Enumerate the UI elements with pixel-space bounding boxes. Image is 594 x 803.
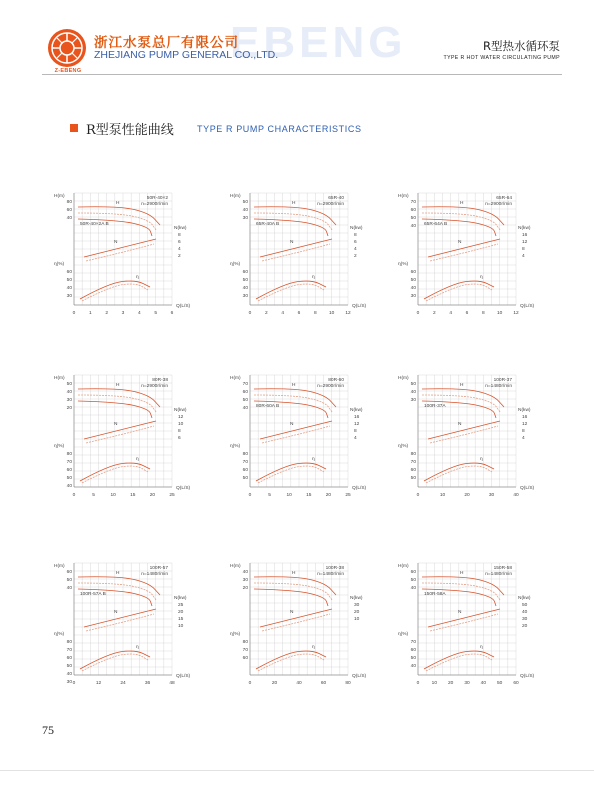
n-tick-label: 12: [178, 415, 184, 420]
x-tick-label: 0: [248, 311, 252, 316]
h-tick-label: 50: [410, 382, 416, 387]
n-tick-label: 10: [178, 422, 184, 427]
h-tick-label: 50: [242, 200, 248, 205]
efficiency-curve-label: η: [136, 645, 139, 650]
x-tick-label: 80: [345, 681, 351, 686]
x-tick-label: 10: [496, 311, 503, 316]
x-tick-label: 36: [144, 681, 151, 686]
x-tick-label: 2: [264, 311, 268, 316]
n-tick-label: 50: [522, 603, 528, 608]
x-tick-label: 0: [416, 493, 420, 498]
eta-tick-label: 80: [242, 640, 248, 645]
eta-tick-label: 60: [242, 270, 248, 275]
eta-tick-label: 50: [66, 278, 72, 283]
efficiency-curve-label: η: [312, 457, 315, 462]
eta-tick-label: 80: [242, 452, 248, 457]
h-tick-label: 40: [242, 208, 248, 213]
h-tick-label: 40: [410, 224, 416, 229]
eta-axis-title: η(%): [54, 444, 65, 449]
n-tick-label: 8: [178, 429, 181, 434]
model-label: 100R-37: [493, 378, 512, 383]
watermark-text: EBENG: [230, 18, 407, 67]
n-tick-label: 8: [354, 233, 357, 238]
n-axis-title: N(kw): [518, 226, 531, 231]
q-axis-title: Q(L/S): [176, 674, 191, 679]
x-tick-label: 0: [72, 311, 76, 316]
h-tick-label: 70: [410, 200, 416, 205]
x-tick-label: 20: [447, 681, 454, 686]
q-axis-title: Q(L/S): [520, 674, 535, 679]
eta-tick-label: 60: [242, 468, 248, 473]
h-axis-title: H(m): [398, 194, 409, 199]
pump-chart-svg: [228, 183, 378, 328]
model-variant-label: 65R-64A B: [424, 222, 448, 227]
x-tick-label: 4: [137, 311, 141, 316]
x-tick-label: 20: [271, 681, 278, 686]
eta-tick-label: 50: [410, 476, 416, 481]
h-tick-label: 40: [242, 406, 248, 411]
n-tick-label: 10: [178, 624, 184, 629]
x-tick-label: 40: [296, 681, 302, 686]
n-tick-label: 25: [178, 603, 184, 608]
x-tick-label: 10: [439, 493, 446, 498]
eta-tick-label: 70: [242, 460, 248, 465]
q-axis-title: Q(L/S): [176, 304, 191, 309]
model-variant-label: 65R-40A B: [256, 222, 280, 227]
eta-tick-label: 40: [410, 664, 416, 669]
x-tick-label: 30: [488, 493, 495, 498]
eta-tick-label: 70: [410, 460, 416, 465]
n-tick-label: 4: [354, 247, 357, 252]
model-label: 80R-60: [328, 378, 344, 383]
pump-chart: [52, 365, 202, 510]
power-curve: [428, 239, 500, 257]
h-tick-label: 40: [242, 570, 248, 575]
eta-tick-label: 40: [410, 286, 416, 291]
n-tick-label: 4: [178, 247, 181, 252]
h-tick-label: 60: [66, 570, 72, 575]
model-label: n=2900r/min: [317, 202, 344, 207]
x-tick-label: 60: [320, 681, 327, 686]
model-label: n=2900r/min: [141, 384, 168, 389]
head-curve-label: H: [116, 201, 120, 206]
eta-tick-label: 50: [66, 476, 72, 481]
eta-tick-label: 80: [66, 452, 72, 457]
power-curve-label: N: [458, 610, 462, 615]
n-tick-label: 12: [354, 422, 360, 427]
eta-tick-label: 70: [66, 460, 72, 465]
x-tick-label: 0: [248, 493, 252, 498]
eta-tick-label: 50: [410, 278, 416, 283]
x-tick-label: 10: [286, 493, 292, 498]
model-label: n=1480r/min: [141, 572, 168, 577]
x-tick-label: 6: [297, 311, 301, 316]
power-curve: [428, 609, 500, 627]
x-tick-label: 15: [306, 493, 312, 498]
power-curve-label: N: [114, 240, 118, 245]
model-label: n=1480r/min: [485, 572, 512, 577]
efficiency-curve-label: η: [480, 457, 483, 462]
eta-tick-label: 70: [66, 648, 72, 653]
product-title-cn: R型热水循环泵: [483, 39, 560, 53]
h-tick-label: 50: [410, 216, 416, 221]
x-tick-label: 12: [345, 311, 351, 316]
h-axis-title: H(m): [398, 564, 409, 569]
head-curve-label: H: [460, 201, 464, 206]
power-curve-label: N: [458, 422, 462, 427]
pump-chart-svg: [396, 365, 546, 510]
n-axis-title: N(kw): [350, 408, 363, 413]
pump-chart-svg: [52, 365, 202, 510]
efficiency-curve-label: η: [136, 457, 139, 462]
n-tick-label: 8: [178, 233, 181, 238]
n-tick-label: 20: [522, 624, 528, 629]
power-curve: [84, 609, 156, 627]
x-tick-label: 6: [170, 311, 174, 316]
h-tick-label: 40: [410, 390, 416, 395]
eta-tick-label: 30: [410, 294, 416, 299]
x-tick-label: 24: [120, 681, 126, 686]
eta-tick-label: 30: [66, 294, 72, 299]
n-tick-label: 15: [178, 617, 184, 622]
pump-chart-svg: [52, 553, 202, 698]
h-tick-label: 20: [242, 586, 248, 591]
pump-emblem-icon: [48, 29, 86, 67]
power-curve: [260, 421, 332, 439]
model-label: n=2900r/min: [485, 202, 512, 207]
x-tick-label: 3: [121, 311, 125, 316]
x-tick-label: 40: [513, 493, 519, 498]
n-axis-title: N(kw): [174, 226, 187, 231]
eta-tick-label: 60: [410, 648, 416, 653]
x-tick-label: 40: [480, 681, 487, 686]
x-tick-label: 25: [169, 493, 175, 498]
x-tick-label: 50: [496, 681, 503, 686]
q-axis-title: Q(L/S): [520, 304, 535, 309]
eta-tick-label: 70: [410, 640, 416, 645]
x-tick-label: 10: [110, 493, 116, 498]
n-tick-label: 2: [354, 254, 357, 259]
efficiency-curve-label: η: [312, 645, 315, 650]
x-tick-label: 2: [105, 311, 109, 316]
pump-chart: [228, 365, 378, 510]
pump-chart: [228, 553, 378, 698]
x-tick-label: 1: [88, 311, 92, 316]
power-curve-label: N: [290, 422, 294, 427]
model-variant-label: 100R-57A B: [80, 592, 106, 597]
n-tick-label: 4: [522, 436, 525, 441]
pump-chart: [228, 183, 378, 328]
h-tick-label: 50: [66, 578, 72, 583]
x-tick-label: 0: [416, 311, 420, 316]
eta-axis-title: η(%): [230, 444, 241, 449]
q-axis-title: Q(L/S): [352, 486, 367, 491]
power-curve-label: N: [114, 610, 118, 615]
pump-chart-svg: [228, 365, 378, 510]
power-curve-a: [86, 244, 154, 261]
eta-tick-label: 40: [66, 672, 72, 677]
eta-tick-label: 60: [66, 468, 72, 473]
power-curve-a: [262, 244, 330, 261]
eta-axis-title: η(%): [230, 632, 241, 637]
x-tick-label: 5: [92, 493, 95, 498]
n-tick-label: 6: [178, 436, 181, 441]
pump-chart: [396, 553, 546, 698]
n-tick-label: 30: [354, 603, 360, 608]
n-tick-label: 2: [178, 254, 181, 259]
model-label: 65R-40: [328, 196, 344, 201]
model-label: 50R-40×2: [146, 196, 168, 201]
x-tick-label: 2: [432, 311, 436, 316]
h-axis-title: H(m): [230, 376, 241, 381]
n-tick-label: 16: [522, 233, 528, 238]
n-axis-title: N(kw): [350, 226, 363, 231]
eta-tick-label: 30: [66, 680, 72, 685]
n-tick-label: 8: [522, 247, 525, 252]
q-axis-title: Q(L/S): [176, 486, 191, 491]
model-label: n=1480r/min: [317, 572, 344, 577]
power-curve-a: [262, 614, 330, 631]
n-tick-label: 20: [354, 610, 360, 615]
x-tick-label: 0: [72, 493, 76, 498]
h-tick-label: 60: [410, 570, 416, 575]
head-curve-label: H: [116, 571, 120, 576]
h-tick-label: 30: [242, 216, 248, 221]
h-tick-label: 30: [66, 398, 72, 403]
head-curve-label: H: [292, 383, 296, 388]
n-tick-label: 10: [354, 617, 360, 622]
n-axis-title: N(kw): [350, 596, 363, 601]
model-variant-label: 50R-40×2A B: [80, 222, 109, 227]
pump-chart-svg: [396, 183, 546, 328]
h-tick-label: 40: [410, 586, 416, 591]
h-tick-label: 40: [66, 216, 72, 221]
model-variant-label: 150R-58A: [424, 592, 446, 597]
model-variant-label: 100R-37A: [424, 404, 446, 409]
power-curve-a: [430, 244, 498, 261]
eta-axis-title: η(%): [398, 632, 409, 637]
x-tick-label: 4: [449, 311, 453, 316]
head-curve-a: [78, 395, 156, 412]
product-title-en: TYPE R HOT WATER CIRCULATING PUMP: [443, 55, 560, 61]
q-axis-title: Q(L/S): [352, 674, 367, 679]
model-label: 65R-64: [496, 196, 512, 201]
section-title-en: TYPE R PUMP CHARACTERISTICS: [197, 124, 362, 134]
model-label: 100R-57: [149, 566, 168, 571]
eta-tick-label: 50: [66, 664, 72, 669]
n-tick-label: 8: [522, 429, 525, 434]
x-tick-label: 20: [325, 493, 332, 498]
n-axis-title: N(kw): [518, 596, 531, 601]
model-label: 100R-38: [325, 566, 344, 571]
power-curve-a: [430, 614, 498, 631]
n-tick-label: 4: [354, 436, 357, 441]
h-tick-label: 60: [410, 208, 416, 213]
x-tick-label: 8: [481, 311, 485, 316]
pump-chart: [396, 183, 546, 328]
x-tick-label: 0: [416, 681, 420, 686]
pump-chart-svg: [52, 183, 202, 328]
x-tick-label: 10: [328, 311, 335, 316]
head-curve-label: H: [292, 571, 296, 576]
x-tick-label: 20: [464, 493, 470, 498]
power-curve-label: N: [114, 422, 118, 427]
x-tick-label: 20: [149, 493, 156, 498]
power-curve: [260, 609, 332, 627]
eta-axis-title: η(%): [230, 262, 241, 267]
eta-tick-label: 40: [242, 286, 248, 291]
eta-axis-title: η(%): [54, 632, 65, 637]
efficiency-curve-label: η: [480, 275, 483, 280]
h-tick-label: 60: [66, 208, 72, 213]
head-curve-label: H: [460, 383, 464, 388]
eta-tick-label: 30: [242, 294, 248, 299]
h-axis-title: H(m): [54, 194, 65, 199]
power-curve-a: [430, 426, 498, 443]
power-curve: [84, 421, 156, 439]
eta-axis-title: η(%): [54, 262, 65, 267]
eta-tick-label: 80: [66, 640, 72, 645]
x-tick-label: 25: [345, 493, 351, 498]
company-name-cn: 浙江水泵总厂有限公司: [94, 35, 239, 51]
power-curve-label: N: [290, 610, 294, 615]
power-curve-label: N: [458, 240, 462, 245]
h-tick-label: 50: [66, 382, 72, 387]
x-tick-label: 5: [268, 493, 271, 498]
h-axis-title: H(m): [54, 564, 65, 569]
x-tick-label: 48: [169, 681, 175, 686]
eta-tick-label: 60: [242, 656, 248, 661]
head-curve-label: H: [460, 571, 464, 576]
model-label: n=2900r/min: [317, 384, 344, 389]
pump-chart-svg: [396, 553, 546, 698]
eta-tick-label: 60: [66, 656, 72, 661]
n-tick-label: 8: [354, 429, 357, 434]
x-tick-label: 30: [464, 681, 470, 686]
n-tick-label: 40: [522, 610, 528, 615]
n-axis-title: N(kw): [174, 408, 187, 413]
eta-tick-label: 60: [410, 468, 416, 473]
page-number: 75: [42, 723, 54, 737]
power-curve: [84, 239, 156, 257]
h-tick-label: 40: [66, 586, 72, 591]
h-tick-label: 20: [66, 406, 72, 411]
x-tick-label: 5: [154, 311, 158, 316]
model-label: 150R-58: [493, 566, 512, 571]
efficiency-curve-label: η: [136, 275, 139, 280]
q-axis-title: Q(L/S): [520, 486, 535, 491]
h-tick-label: 50: [242, 398, 248, 403]
x-tick-label: 4: [281, 311, 285, 316]
eta-tick-label: 50: [242, 476, 248, 481]
pump-chart: [52, 183, 202, 328]
efficiency-curve-label: η: [312, 275, 315, 280]
n-tick-label: 6: [354, 240, 357, 245]
x-tick-label: 15: [130, 493, 136, 498]
footer-divider: [0, 770, 594, 771]
x-tick-label: 10: [431, 681, 438, 686]
h-axis-title: H(m): [230, 564, 241, 569]
pump-chart: [52, 553, 202, 698]
x-tick-label: 12: [95, 681, 102, 686]
h-tick-label: 30: [242, 578, 248, 583]
n-tick-label: 16: [354, 415, 360, 420]
h-tick-label: 80: [66, 200, 72, 205]
power-curve-a: [262, 426, 330, 443]
power-curve-a: [86, 426, 154, 443]
pump-chart-svg: [228, 553, 378, 698]
n-tick-label: 6: [178, 240, 181, 245]
x-tick-label: 0: [72, 681, 76, 686]
section-title-cn: R型泵性能曲线: [86, 123, 174, 138]
section-bullet-icon: [70, 124, 78, 132]
model-label: 80R-38: [152, 378, 168, 383]
h-axis-title: H(m): [54, 376, 65, 381]
logo-caption: Z-EBENG: [54, 68, 82, 74]
eta-tick-label: 40: [66, 286, 72, 291]
pump-chart: [396, 365, 546, 510]
eta-tick-label: 70: [242, 648, 248, 653]
model-label: n=2900r/min: [141, 202, 168, 207]
eta-tick-label: 50: [242, 278, 248, 283]
h-axis-title: H(m): [230, 194, 241, 199]
x-tick-label: 8: [313, 311, 317, 316]
n-tick-label: 12: [522, 240, 528, 245]
eta-tick-label: 40: [66, 484, 72, 489]
h-tick-label: 60: [242, 390, 248, 395]
x-tick-label: 12: [513, 311, 519, 316]
h-tick-label: 70: [242, 382, 248, 387]
n-axis-title: N(kw): [174, 596, 187, 601]
model-label: n=1480r/min: [485, 384, 512, 389]
header-divider: [42, 74, 562, 75]
x-tick-label: 6: [465, 311, 469, 316]
head-curve-label: H: [116, 383, 120, 388]
power-curve-label: N: [290, 240, 294, 245]
n-tick-label: 4: [522, 254, 525, 259]
h-tick-label: 30: [410, 398, 416, 403]
head-curve-a: [254, 583, 332, 600]
x-tick-label: 0: [248, 681, 252, 686]
n-tick-label: 30: [522, 617, 528, 622]
eta-axis-title: η(%): [398, 262, 409, 267]
h-tick-label: 50: [410, 578, 416, 583]
power-curve: [260, 239, 332, 257]
model-variant-label: 80R-60A B: [256, 404, 280, 409]
eta-tick-label: 80: [410, 452, 416, 457]
eta-tick-label: 50: [410, 656, 416, 661]
n-axis-title: N(kw): [518, 408, 531, 413]
h-axis-title: H(m): [398, 376, 409, 381]
n-tick-label: 20: [178, 610, 184, 615]
efficiency-curve-label: η: [480, 645, 483, 650]
head-curve-label: H: [292, 201, 296, 206]
eta-tick-label: 60: [410, 270, 416, 275]
n-tick-label: 12: [522, 422, 528, 427]
q-axis-title: Q(L/S): [352, 304, 367, 309]
power-curve-a: [86, 614, 154, 631]
eta-axis-title: η(%): [398, 444, 409, 449]
x-tick-label: 60: [513, 681, 519, 686]
h-tick-label: 40: [66, 390, 72, 395]
eta-tick-label: 60: [66, 270, 72, 275]
company-logo: [48, 29, 86, 67]
power-curve: [428, 421, 500, 439]
company-name-en: ZHEJIANG PUMP GENERAL CO.,LTD.: [94, 49, 279, 61]
n-tick-label: 16: [522, 415, 528, 420]
